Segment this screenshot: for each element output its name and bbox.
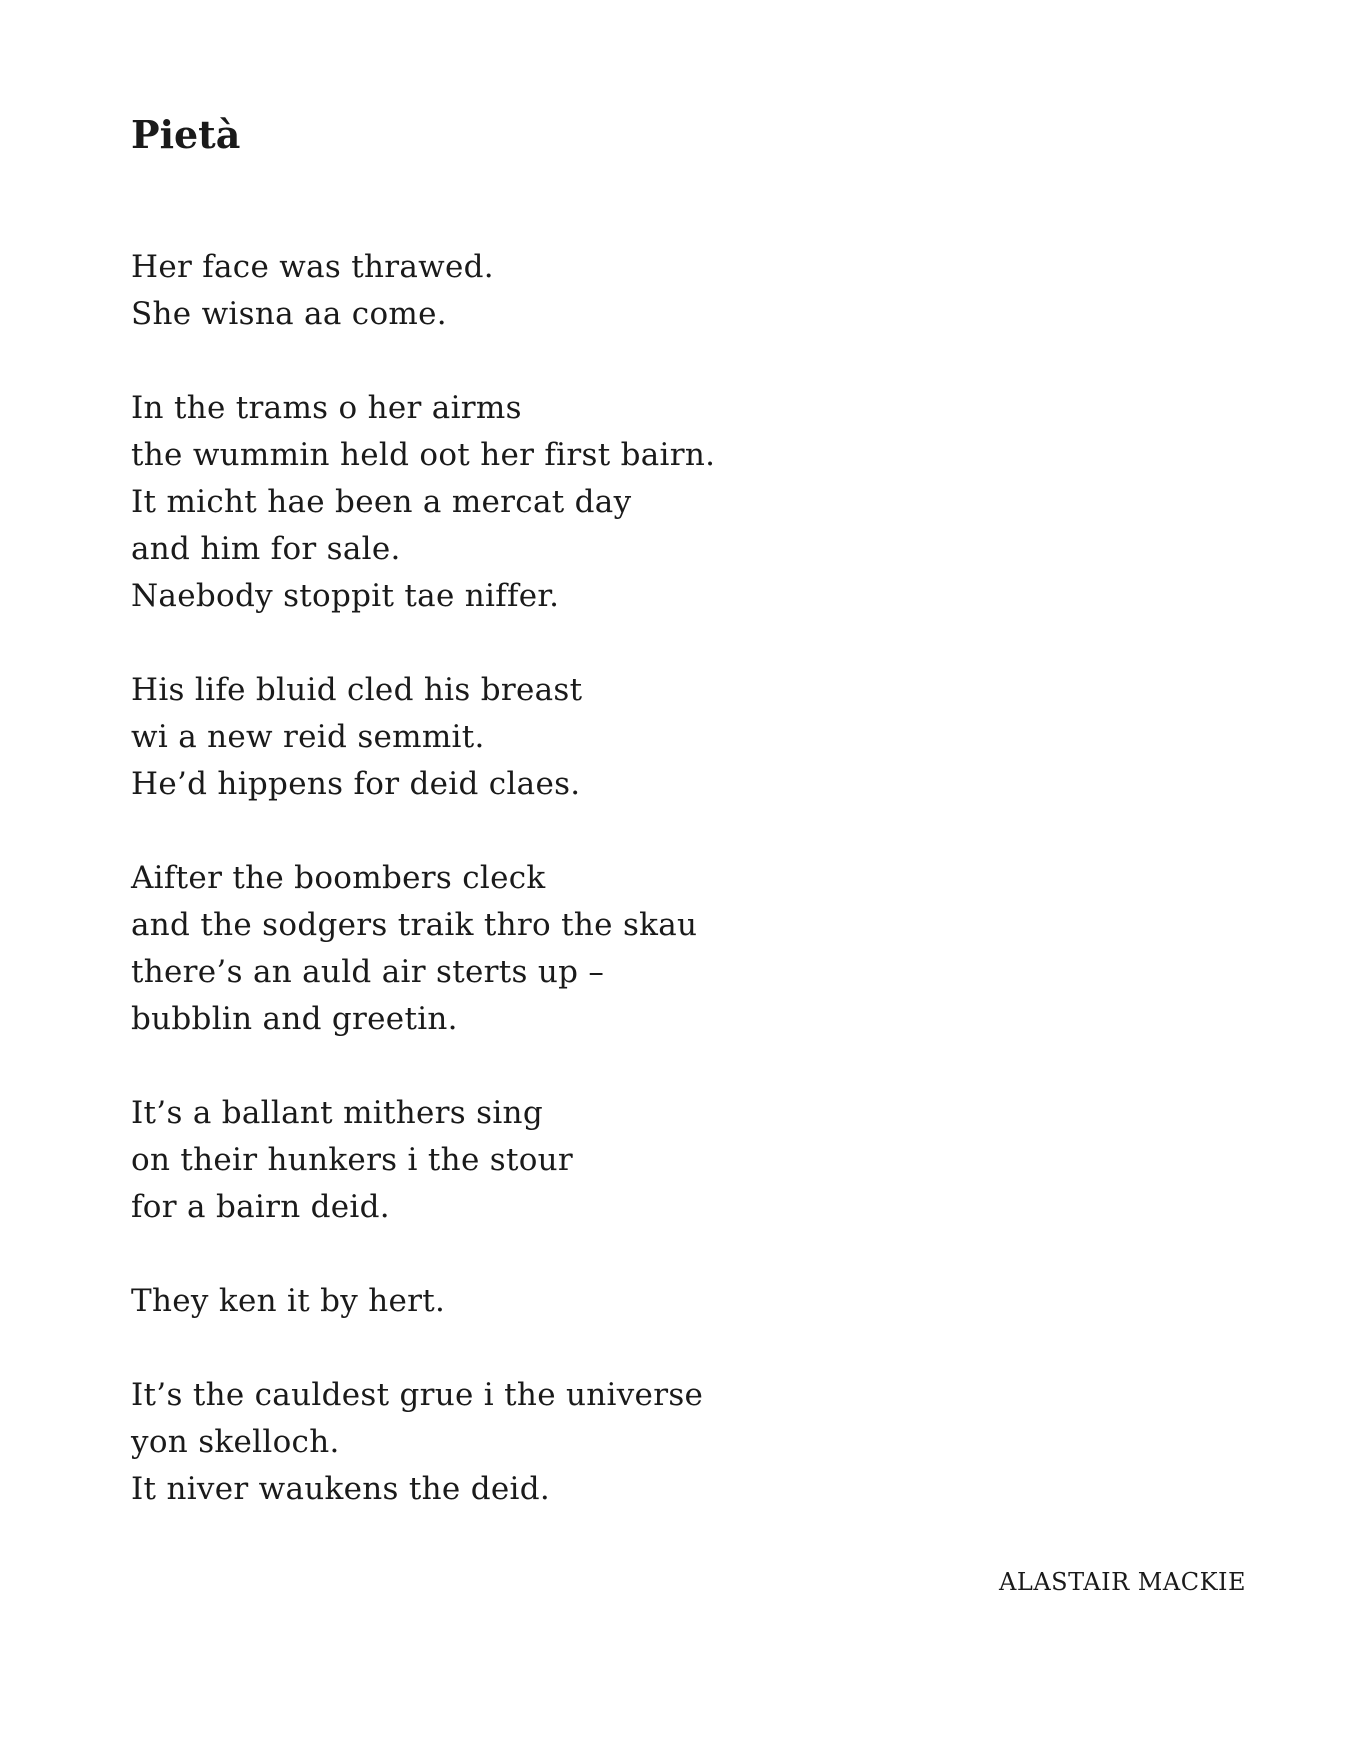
poem-line: It niver waukens the deid. <box>131 1471 551 1507</box>
poem-body <box>131 244 1131 1560</box>
poem-line: They ken it by hert. <box>131 1283 446 1319</box>
poem-line: Her face was thrawed. <box>131 249 494 285</box>
poem-line: the wummin held oot her first bairn. <box>131 437 716 473</box>
poem-line: there’s an auld air sterts up – <box>131 954 605 990</box>
poem-line: It’s a ballant mithers sing <box>131 1095 543 1131</box>
poem-line: In the trams o her airms <box>131 390 522 426</box>
poem-title: Pietà <box>131 112 241 157</box>
stanza <box>131 1278 1131 1325</box>
poem-line: It micht hae been a mercat day <box>131 484 632 520</box>
author-name: ALASTAIR MACKIE <box>999 1568 1246 1596</box>
poem-line: and the sodgers traik thro the skau <box>131 907 698 943</box>
poem-line: and him for sale. <box>131 531 401 567</box>
poem-line: Aifter the boombers cleck <box>131 860 546 896</box>
stanza <box>131 667 1131 808</box>
stanza <box>131 1372 1131 1513</box>
poem-line: wi a new reid semmit. <box>131 719 485 755</box>
stanza <box>131 385 1131 620</box>
poem-line: It’s the cauldest grue i the universe <box>131 1377 704 1413</box>
poem-line: She wisna aa come. <box>131 296 447 332</box>
poem-line: for a bairn deid. <box>131 1189 390 1225</box>
poem-line: His life bluid cled his breast <box>131 672 583 708</box>
poem-line: He’d hippens for deid claes. <box>131 766 581 802</box>
poem-line: bubblin and greetin. <box>131 1001 458 1037</box>
poem-line: Naebody stoppit tae niffer. <box>131 578 560 614</box>
poem-line: on their hunkers i the stour <box>131 1142 574 1178</box>
stanza <box>131 1090 1131 1231</box>
poem-line: yon skelloch. <box>131 1424 340 1460</box>
stanza <box>131 855 1131 1043</box>
stanza <box>131 244 1131 338</box>
